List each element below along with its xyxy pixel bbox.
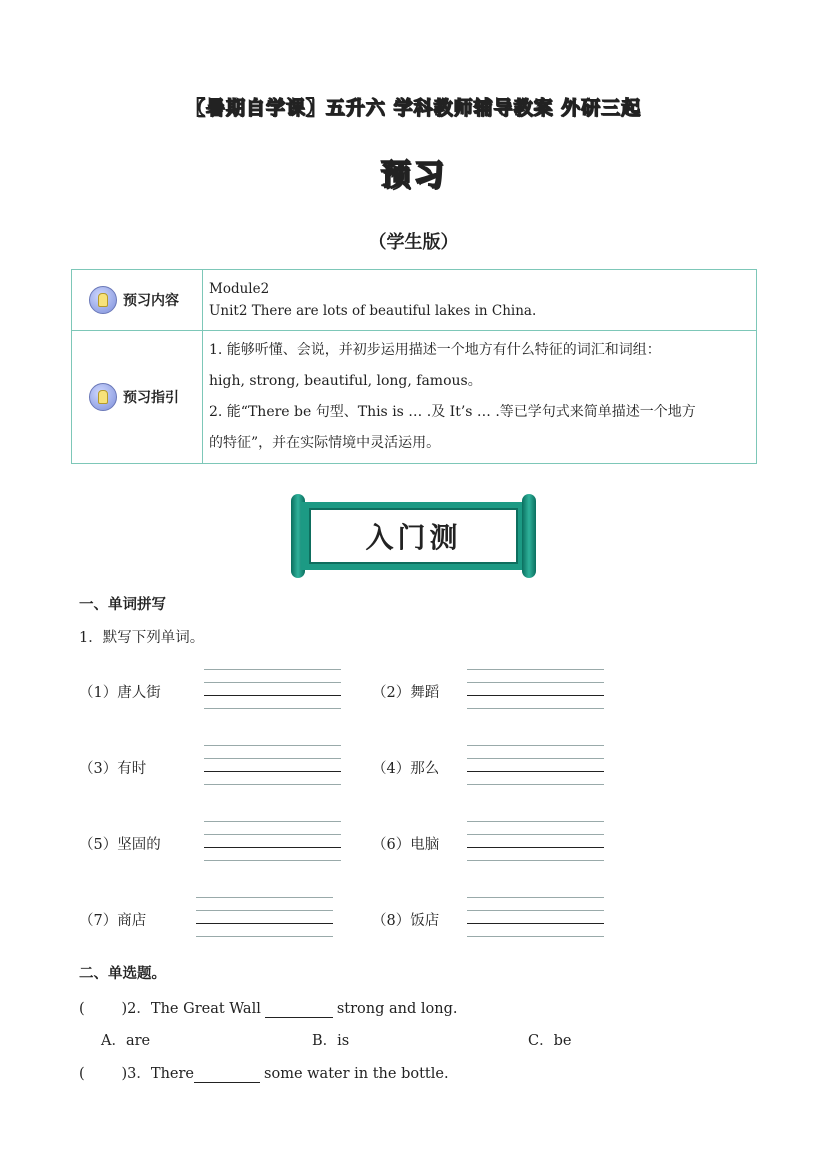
banner-text: 入门测 [309,508,518,564]
writing-lines-1[interactable] [204,669,341,709]
question-2-blank[interactable] [265,1001,333,1018]
question-3-blank[interactable] [194,1066,260,1083]
question-2-prefix: ( )2．The Great Wall [79,1001,261,1017]
section2-heading: 二、单选题。 [79,966,166,982]
preview-guide-cell [203,331,757,464]
document-subtitle: 预习 [380,158,447,193]
word-item-4: （4）那么 [372,761,440,777]
word-item-7: （7）商店 [79,913,147,929]
word-item-3: （3）有时 [79,761,147,777]
preview-guide-label: 预习指引 [123,390,179,406]
preview-content-label-cell [72,270,203,331]
question-2-option-b[interactable]: B．is [312,1033,350,1049]
lightbulb-icon [89,383,117,411]
word-item-5: （5）坚固的 [79,837,161,853]
preview-guide-row [72,331,757,464]
writing-lines-3[interactable] [204,745,341,785]
preview-content-cell [203,270,757,331]
guide-line-1: 1. 能够听懂、会说，并初步运用描述一个地方有什么特征的词汇和词组： [209,342,661,358]
guide-line-2: high, strong, beautiful, long, famous。 [209,373,482,389]
writing-lines-4[interactable] [467,745,604,785]
question-3-prefix: ( )3．There [79,1066,195,1082]
writing-lines-2[interactable] [467,669,604,709]
document-title: 【暑期自学课】五升六 学科教师辅导教案 外研三起 [185,97,642,119]
entry-test-banner [291,494,536,578]
preview-info-table [71,269,757,464]
question-2-option-c[interactable]: C．be [528,1033,572,1049]
preview-guide-label-cell [72,331,203,464]
scroll-right-ornament [522,494,536,578]
edition-label: （学生版） [368,232,459,253]
writing-lines-5[interactable] [204,821,341,861]
question-3 [79,1062,449,1083]
word-item-6: （6）电脑 [372,837,440,853]
writing-lines-6[interactable] [467,821,604,861]
writing-lines-8[interactable] [467,897,604,937]
preview-content-label: 预习内容 [123,293,179,309]
unit-line: Unit2 There are lots of beautiful lakes in China. [209,303,537,319]
question-2 [79,997,458,1018]
question-3-suffix: some water in the bottle. [264,1066,449,1082]
module-line: Module2 [209,281,270,297]
section1-heading: 一、单词拼写 [79,597,166,613]
preview-content-row [72,270,757,331]
word-item-1: （1）唐人街 [79,685,161,701]
writing-lines-7[interactable] [196,897,333,937]
question-2-suffix: strong and long. [336,1001,458,1017]
word-item-2: （2）舞蹈 [372,685,440,701]
word-item-8: （8）饭店 [372,913,440,929]
guide-line-4: 的特征”，并在实际情境中灵活运用。 [209,435,441,451]
section1-instruction: 1．默写下列单词。 [79,630,205,646]
lightbulb-icon [89,286,117,314]
question-2-option-a[interactable]: A．are [101,1033,151,1049]
guide-line-3: 2. 能“There be 句型、This is … .及 It’s … .等已学句式来简单描述一个地方 [209,404,696,420]
